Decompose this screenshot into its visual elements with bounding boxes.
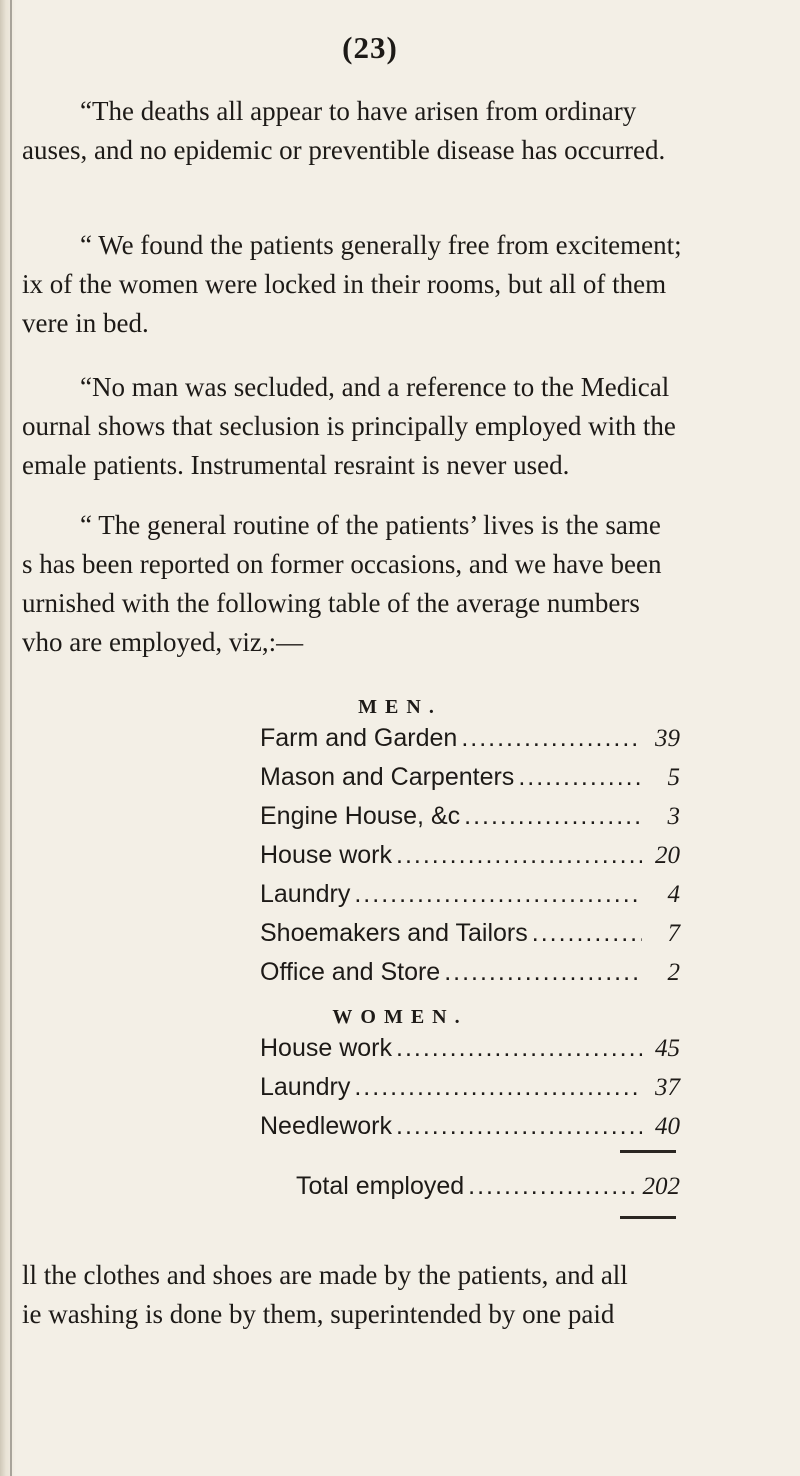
total-value: 202 <box>642 1173 680 1200</box>
total-label: Total employed <box>296 1172 465 1200</box>
row-label: Laundry <box>260 1073 351 1101</box>
paragraph-excitement <box>22 226 712 343</box>
row-value: 37 <box>655 1074 680 1101</box>
dot-leader <box>354 1073 642 1102</box>
table-row <box>260 802 680 838</box>
paragraph-seclusion <box>22 368 712 485</box>
dot-leader <box>354 880 642 909</box>
men-heading: MEN. <box>358 696 442 718</box>
paragraph-line: vho are employed, viz,:— <box>22 627 304 657</box>
row-label: House work <box>260 841 392 869</box>
dot-leader <box>461 724 642 753</box>
dot-leader <box>532 919 642 948</box>
row-value: 45 <box>655 1035 680 1062</box>
table-row <box>260 1073 680 1109</box>
paragraph-line: “ We found the patients generally free from excitement; <box>80 230 682 260</box>
dot-leader <box>518 763 642 792</box>
paragraph-line: emale patients. Instrumental resraint is never used. <box>22 450 570 480</box>
paragraph-line: ie washing is done by them, superintended by one paid <box>22 1299 615 1329</box>
dot-leader <box>396 1112 642 1141</box>
paragraph-line: s has been reported on former occasions, and we have been <box>22 549 662 579</box>
paragraph-line: “No man was secluded, and a reference to the Medical <box>80 372 670 402</box>
paragraph-line: “The deaths all appear to have arisen from ordinary <box>80 96 637 126</box>
row-label: Laundry <box>260 880 351 908</box>
table-row <box>260 919 680 955</box>
row-label: House work <box>260 1034 392 1062</box>
total-rule <box>620 1216 676 1219</box>
page-number: (23) <box>342 30 398 65</box>
row-value: 20 <box>655 842 680 869</box>
table-row <box>260 958 680 994</box>
paragraph-line: auses, and no epidemic or preventible disease has occurred. <box>22 135 666 165</box>
paragraph-line: “ The general routine of the patients’ lives is the same <box>80 510 661 540</box>
dot-leader <box>396 1034 642 1063</box>
table-row <box>260 880 680 916</box>
dot-leader <box>444 958 642 987</box>
women-heading: WOMEN. <box>332 1006 468 1028</box>
sum-rule <box>620 1150 676 1153</box>
dot-leader <box>464 802 642 831</box>
paragraph-clothes <box>22 1256 712 1334</box>
row-value: 2 <box>667 959 680 986</box>
row-label: Engine House, &c <box>260 802 461 830</box>
binding-edge <box>10 0 12 1476</box>
table-row <box>260 724 680 760</box>
row-value: 5 <box>667 764 680 791</box>
paragraph-line: ournal shows that seclusion is principally employed with the <box>22 411 676 441</box>
paragraph-line: urnished with the following table of the average numbers <box>22 588 640 618</box>
row-label: Shoemakers and Tailors <box>260 919 528 947</box>
paragraph-line: ll the clothes and shoes are made by the patients, and all <box>22 1260 628 1290</box>
page-gutter-shadow <box>0 0 16 1476</box>
row-value: 7 <box>667 920 680 947</box>
row-value: 3 <box>667 803 680 830</box>
row-value: 39 <box>655 725 680 752</box>
dot-leader <box>468 1172 638 1201</box>
paragraph-routine <box>22 506 712 662</box>
row-label: Mason and Carpenters <box>260 763 515 791</box>
table-row <box>260 763 680 799</box>
table-row <box>260 1112 680 1148</box>
dot-leader <box>396 841 642 870</box>
row-label: Farm and Garden <box>260 724 458 752</box>
row-value: 4 <box>667 881 680 908</box>
table-row <box>260 841 680 877</box>
row-label: Needlework <box>260 1112 393 1140</box>
paragraph-line: vere in bed. <box>22 308 149 338</box>
row-value: 40 <box>655 1113 680 1140</box>
paragraph-deaths <box>22 92 712 170</box>
paragraph-line: ix of the women were locked in their rooms, but all of them <box>22 269 667 299</box>
row-label: Office and Store <box>260 958 441 986</box>
total-row <box>296 1172 680 1208</box>
table-row <box>260 1034 680 1070</box>
